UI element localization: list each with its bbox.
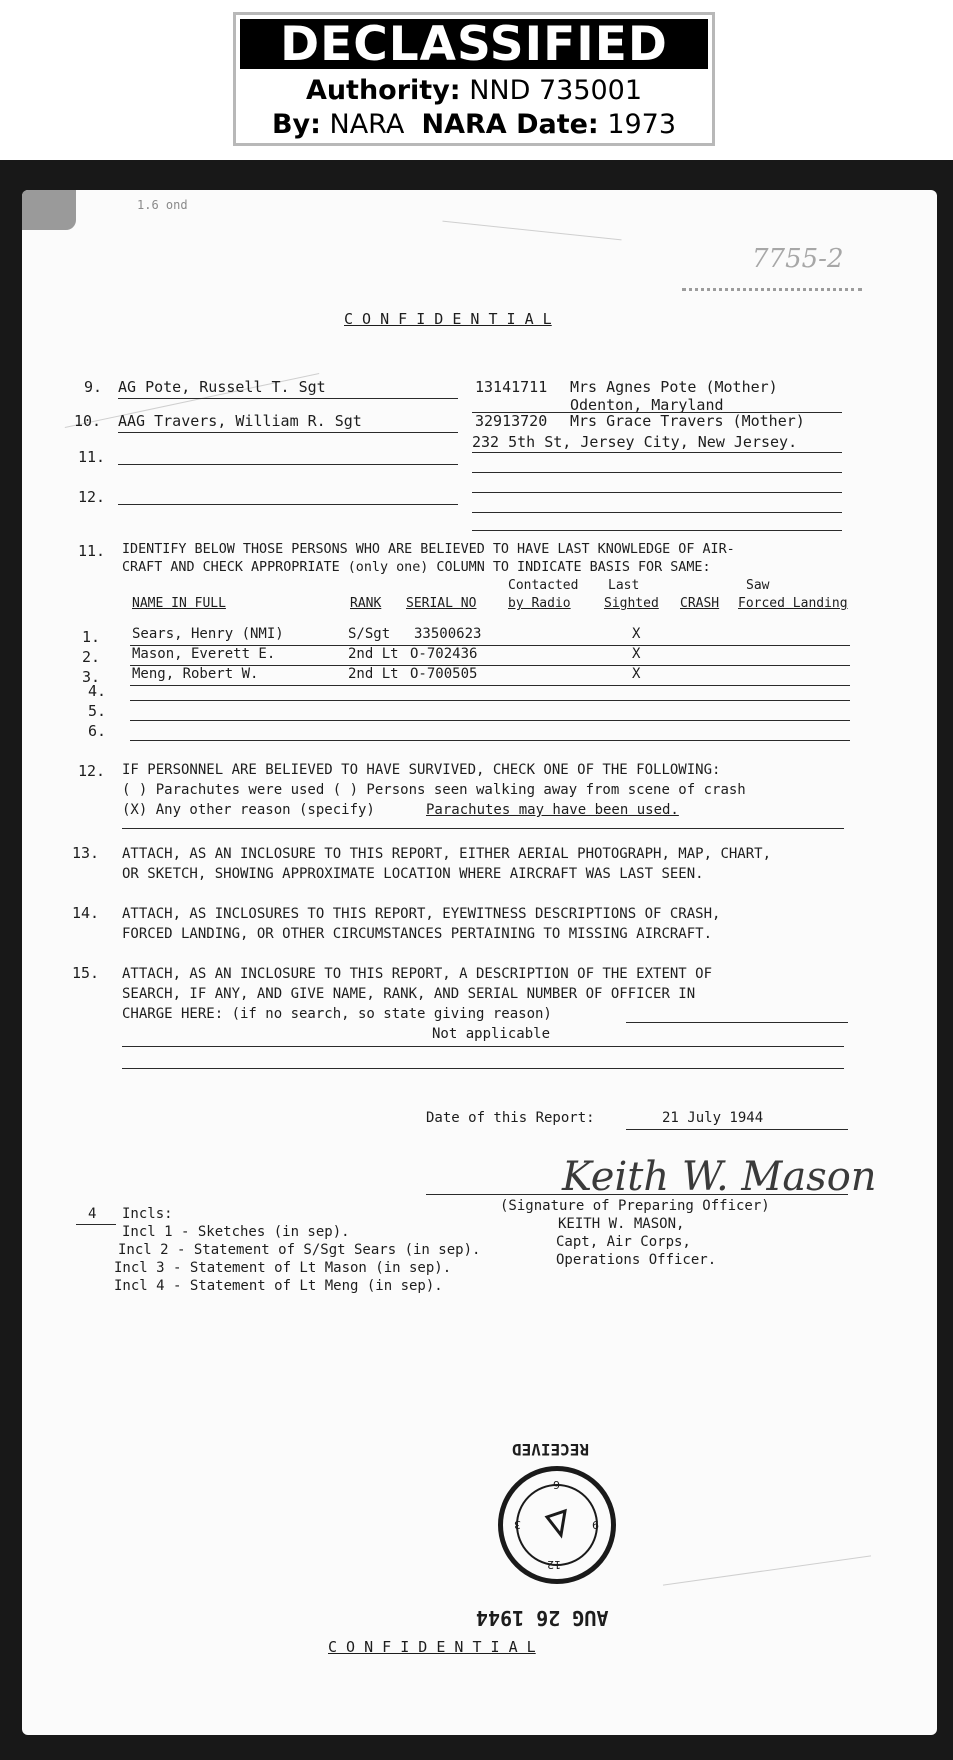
svg-text:3: 3 (514, 1518, 521, 1531)
row-line (118, 504, 458, 505)
col-rank: RANK (350, 596, 382, 611)
col-last-1: Last (608, 578, 640, 593)
row-line (472, 512, 842, 513)
footer-classification: C O N F I D E N T I A L (328, 1638, 536, 1656)
col-contacted-1: Contacted (508, 578, 579, 593)
col-serial: SERIAL NO (406, 596, 477, 611)
q11-num: 11. (78, 542, 106, 560)
personnel-row-entry: AG Pote, Russell T. Sgt (118, 378, 326, 396)
corner-mark: 1.6 ond (137, 198, 188, 212)
q15-line (122, 1068, 844, 1069)
q14-num: 14. (72, 904, 100, 922)
incls-label: Incls: (122, 1206, 173, 1222)
col-name: NAME IN FULL (132, 596, 226, 611)
row-line (118, 398, 458, 399)
q12-answer: Parachutes may have been used. (426, 802, 679, 818)
q12-line2: ( ) Parachutes were used ( ) Persons seen walking away from scene of crash (122, 782, 746, 798)
q15-line (626, 1022, 848, 1023)
stamp-authority-value: NND 735001 (469, 75, 643, 106)
col-saw-1: Saw (746, 578, 770, 593)
stamp-authority-label: Authority: (305, 75, 461, 106)
personnel-row-serial: 13141711 (475, 378, 548, 396)
blank-row-num: 11. (78, 448, 106, 466)
q11-line2: CRAFT AND CHECK APPROPRIATE (only one) COLUMN TO INDICATE BASIS FOR SAME: (122, 560, 711, 575)
officer-title: Operations Officer. (556, 1252, 717, 1268)
stamp-date-label: NARA Date: (421, 109, 599, 140)
q13-num: 13. (72, 844, 100, 862)
table-row-serial: 33500623 (414, 626, 482, 642)
q15-num: 15. (72, 964, 100, 982)
q15-line2: SEARCH, IF ANY, AND GIVE NAME, RANK, AND SERIAL NUMBER OF OFFICER IN (122, 986, 696, 1002)
table-row-name: Mason, Everett E. (132, 646, 276, 662)
q12-line1: IF PERSONNEL ARE BELIEVED TO HAVE SURVIVED, CHECK ONE OF THE FOLLOWING: (122, 762, 721, 778)
inclosure-item: Incl 3 - Statement of Lt Mason (in sep). (114, 1260, 452, 1276)
stamp-by-value: NARA (329, 109, 405, 140)
received-stamp-text: RECEIVED (512, 1440, 590, 1459)
header-classification: C O N F I D E N T I A L (344, 310, 552, 328)
faded-stamp-mark (682, 288, 862, 291)
q12-line (122, 828, 844, 829)
date-value: 21 July 1944 (662, 1110, 764, 1126)
q15-answer: Not applicable (432, 1026, 551, 1042)
col-last-2: Sighted (604, 596, 659, 611)
q13-line1: ATTACH, AS AN INCLOSURE TO THIS REPORT, EITHER AERIAL PHOTOGRAPH, MAP, CHART, (122, 846, 772, 862)
handwritten-signature: Keith W. Mason (562, 1154, 877, 1200)
declassification-header-area (0, 0, 953, 160)
date-label: Date of this Report: (426, 1110, 595, 1126)
received-clock-seal (498, 1466, 616, 1584)
table-row-line (130, 700, 850, 701)
table-row-rank: S/Sgt (348, 626, 391, 642)
col-saw-2: Forced Landing (738, 596, 848, 611)
blank-row-num: 12. (78, 488, 106, 506)
received-date: AUG 26 1944 (476, 1606, 609, 1630)
table-row-num: 3. (82, 668, 101, 686)
stamp-by-line (236, 109, 712, 140)
table-row-line (130, 740, 850, 741)
inclosure-item: Incl 1 - Sketches (in sep). (122, 1224, 350, 1240)
personnel-row-num: 9. (84, 378, 103, 396)
document-page (22, 190, 937, 1735)
table-row-mark: X (632, 646, 641, 662)
personnel-row-address: Odenton, Maryland (570, 396, 724, 414)
table-row-name: Meng, Robert W. (132, 666, 259, 682)
table-row-name: Sears, Henry (NMI) (132, 626, 284, 642)
clock-seal-graphic (503, 1471, 611, 1579)
personnel-row-num: 10. (74, 412, 102, 430)
table-row-mark: X (632, 666, 641, 682)
signature-line (426, 1194, 848, 1195)
row-line (118, 464, 458, 465)
row-line (118, 432, 458, 433)
declassified-stamp (233, 12, 715, 146)
officer-rank: Capt, Air Corps, (556, 1234, 691, 1250)
row-line (472, 492, 842, 493)
incls-count: 4 (88, 1206, 97, 1222)
q11-line1: IDENTIFY BELOW THOSE PERSONS WHO ARE BELIEVED TO HAVE LAST KNOWLEDGE OF AIR- (122, 542, 735, 557)
personnel-row-address: 232 5th St, Jersey City, New Jersey. (472, 433, 798, 451)
table-row-num: 1. (82, 628, 101, 646)
q13-line2: OR SKETCH, SHOWING APPROXIMATE LOCATION WHERE AIRCRAFT WAS LAST SEEN. (122, 866, 704, 882)
svg-text:6: 6 (553, 1478, 560, 1491)
table-row-line (130, 720, 850, 721)
file-number-pencil: 7755-2 (752, 244, 844, 274)
q12-num: 12. (78, 762, 106, 780)
personnel-row-next-of-kin: Mrs Agnes Pote (Mother) (570, 378, 778, 396)
stamp-date-value: 1973 (607, 109, 677, 140)
q15-line3: CHARGE HERE: (if no search, so state giving reason) (122, 1006, 552, 1022)
q14-line1: ATTACH, AS INCLOSURES TO THIS REPORT, EYEWITNESS DESCRIPTIONS OF CRASH, (122, 906, 721, 922)
table-row-mark: X (632, 626, 641, 642)
officer-name: KEITH W. MASON, (558, 1216, 685, 1232)
signature-caption: (Signature of Preparing Officer) (500, 1198, 770, 1214)
table-row-num: 2. (82, 648, 101, 666)
inclosure-item: Incl 4 - Statement of Lt Meng (in sep). (114, 1278, 443, 1294)
row-line (472, 452, 842, 453)
q15-line1: ATTACH, AS AN INCLOSURE TO THIS REPORT, A DESCRIPTION OF THE EXTENT OF (122, 966, 713, 982)
table-row-line (130, 685, 850, 686)
row-line (472, 530, 842, 531)
scan-scratch (442, 221, 621, 241)
svg-text:12: 12 (547, 1558, 561, 1571)
stamp-by-label: By: (271, 109, 321, 140)
date-line (626, 1129, 848, 1130)
table-row-num: 6. (88, 722, 107, 740)
table-row-rank: 2nd Lt (348, 666, 399, 682)
q15-line (122, 1046, 844, 1047)
scan-scratch (663, 1555, 871, 1585)
col-crash: CRASH (680, 596, 720, 611)
personnel-row-serial: 32913720 (475, 412, 548, 430)
svg-text:9: 9 (592, 1518, 599, 1531)
table-row-num: 4. (88, 682, 107, 700)
q12-line3-prefix: (X) Any other reason (specify) (122, 802, 375, 818)
q14-line2: FORCED LANDING, OR OTHER CIRCUMSTANCES PERTAINING TO MISSING AIRCRAFT. (122, 926, 713, 942)
table-row-rank: 2nd Lt (348, 646, 399, 662)
row-line (472, 472, 842, 473)
incls-count-line (76, 1224, 116, 1225)
stamp-authority-line (236, 75, 712, 106)
stamp-title: DECLASSIFIED (240, 19, 708, 69)
table-row-serial: O-702436 (410, 646, 478, 662)
table-row-num: 5. (88, 702, 107, 720)
col-contacted-2: by Radio (508, 596, 571, 611)
torn-corner (22, 190, 76, 230)
personnel-row-entry: AAG Travers, William R. Sgt (118, 412, 362, 430)
inclosure-item: Incl 2 - Statement of S/Sgt Sears (in sep). (118, 1242, 481, 1258)
personnel-row-next-of-kin: Mrs Grace Travers (Mother) (570, 412, 805, 430)
table-row-serial: O-700505 (410, 666, 478, 682)
